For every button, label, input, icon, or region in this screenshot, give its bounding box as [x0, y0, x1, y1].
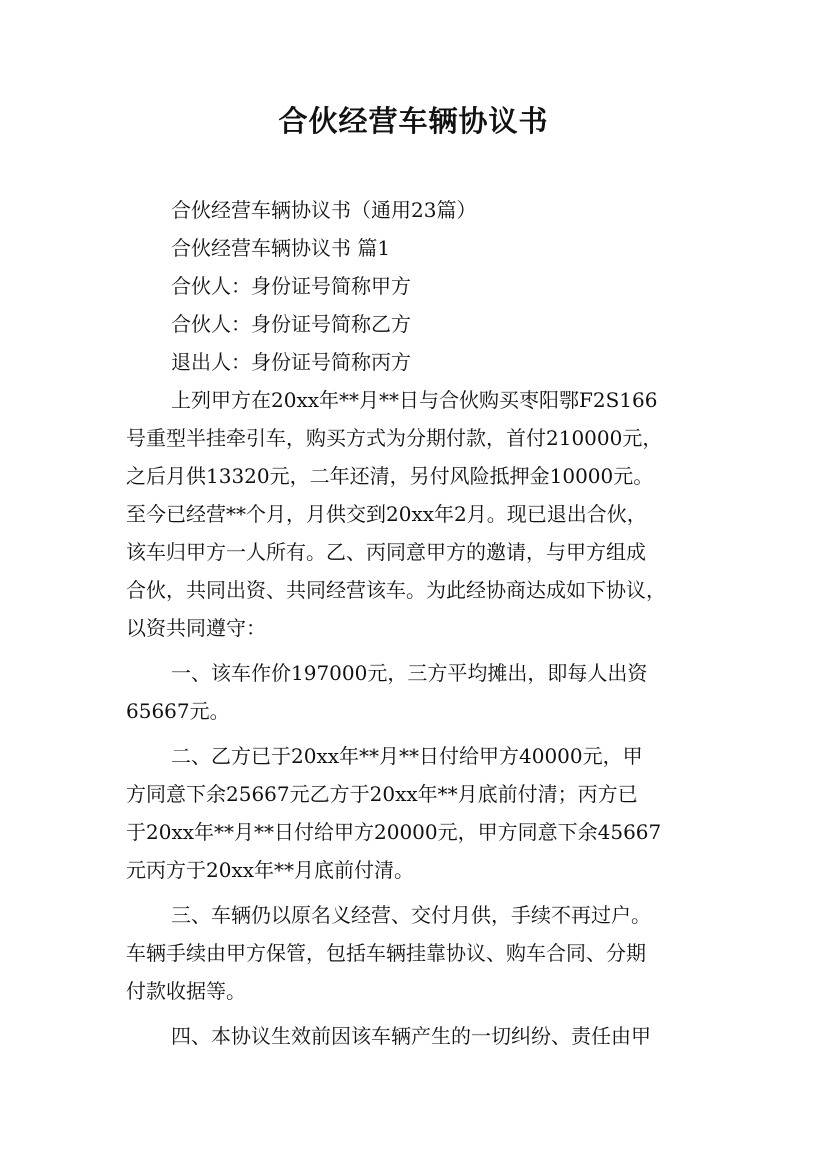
clause-2-line: 方同意下余25667元乙方于20xx年**月底前付清；丙方已 [126, 782, 638, 806]
clause-1-line: 一、该车作价197000元，三方平均摊出，即每人出资 [171, 661, 648, 685]
clause-1-line: 65667元。 [126, 699, 230, 723]
paragraph-line: 至今已经营**个月，月供交到20xx年2月。现已退出合伙， [126, 502, 647, 526]
document-title: 合伙经营车辆协议书 [278, 104, 549, 138]
paragraph-line: 以资共同遵守： [126, 616, 266, 640]
clause-3-line: 三、车辆仍以原名义经营、交付月供，手续不再过户。 [171, 903, 651, 927]
party-c-line: 退出人：身份证号简称丙方 [171, 350, 411, 374]
party-a-line: 合伙人：身份证号简称甲方 [171, 274, 411, 298]
paragraph-line: 之后月供13320元，二年还清，另付风险抵押金10000元。 [126, 464, 654, 488]
paragraph-line: 合伙，共同出资、共同经营该车。为此经协商达成如下协议， [126, 578, 666, 602]
paragraph-line: 上列甲方在20xx年**月**日与合伙购买枣阳鄂F2S166 [171, 388, 658, 412]
party-b-line: 合伙人：身份证号简称乙方 [171, 312, 411, 336]
subtitle-line: 合伙经营车辆协议书（通用23篇） [171, 198, 477, 222]
paragraph-line: 号重型半挂牵引车，购买方式为分期付款，首付210000元， [126, 426, 663, 450]
clause-4-line: 四、本协议生效前因该车辆产生的一切纠纷、责任由甲 [171, 1024, 651, 1048]
clause-3-line: 付款收据等。 [126, 979, 246, 1003]
clause-2-line: 元丙方于20xx年**月底前付清。 [126, 858, 415, 882]
clause-3-line: 车辆手续由甲方保管，包括车辆挂靠协议、购车合同、分期 [126, 941, 646, 965]
paragraph-line: 该车归甲方一人所有。乙、丙同意甲方的邀请，与甲方组成 [126, 540, 646, 564]
clause-2-line: 于20xx年**月**日付给甲方20000元，甲方同意下余45667 [126, 820, 662, 844]
section-heading: 合伙经营车辆协议书 篇1 [171, 236, 391, 260]
document-body [126, 191, 708, 1055]
clause-2-line: 二、乙方已于20xx年**月**日付给甲方40000元，甲 [171, 744, 643, 768]
